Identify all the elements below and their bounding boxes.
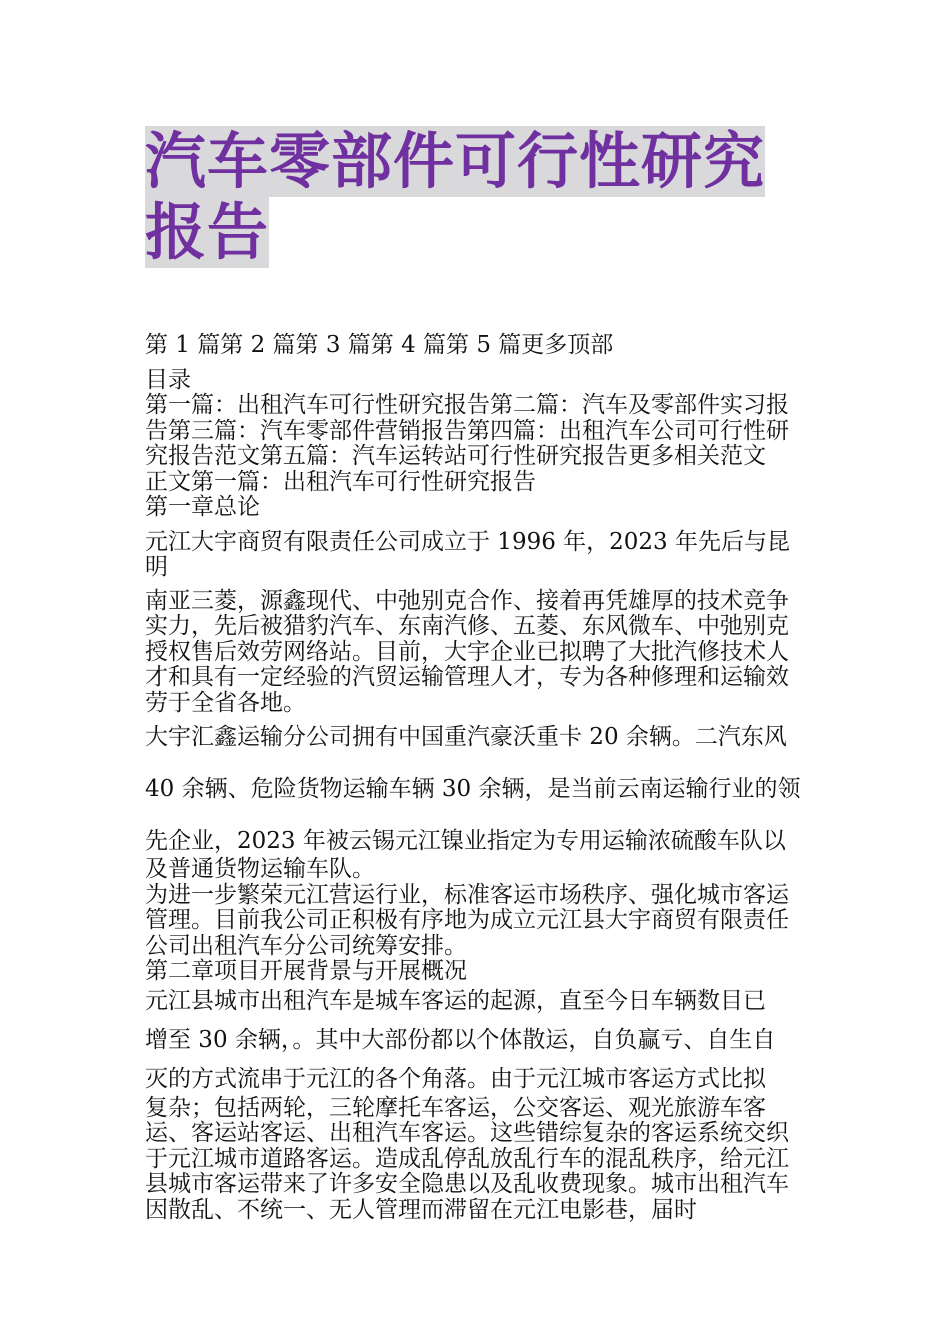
paragraph-4-line-3: 灭的方式流串于元江的各个角落。由于元江城市客运方式比拟 — [145, 1065, 766, 1092]
chapter-2-heading: 第二章项目开展背景与开展概况 — [145, 958, 467, 984]
paragraph-2-body: 及普通货物运输车队。 — [145, 856, 375, 882]
paragraph-1-body: 南亚三菱，源鑫现代、中弛别克合作、接着再凭雄厚的技术竞争实力，先后被猎豹汽车、东南汽修、五菱、东风微车、中弛别克授权售后效劳网络站。目前，大宇企业已拟聘了大批汽修技术人才和具有一定经验的汽贸运输管理人才，专为各种修理和运输效劳于全省各地。 — [145, 587, 789, 716]
paragraph-4-line-2: 增至 30 余辆，。其中大部份都以个体散运，自负赢亏、自生自 — [145, 1026, 776, 1053]
article-nav-links[interactable]: 第 1 篇第 2 篇第 3 篇第 4 篇第 5 篇更多顶部 — [145, 332, 614, 358]
paragraph-4-body: 复杂；包括两轮，三轮摩托车客运，公交客运、观光旅游车客运、客运站客运、出租汽车客运。这些错综复杂的客运系统交织于元江城市道路客运。造成乱停乱放乱行车的混乱秩序，给元江县城市客运带来了许多安全隐患以及乱收费现象。城市出租汽车因散乱、不统一、无人管理而滞留在元江电影巷，届时 — [145, 1094, 789, 1223]
toc-list[interactable]: 第一篇：出租汽车可行性研究报告第二篇：汽车及零部件实习报告第三篇：汽车零部件营销报告第四篇：出租汽车公司可行性研究报告范文第五篇：汽车运转站可行性研究报告更多相关范文 — [145, 392, 789, 469]
paragraph-2-line-3: 先企业，2023 年被云锡元江镍业指定为专用运输浓硫酸车队以 — [145, 828, 786, 854]
paragraph-4-line-1: 元江县城市出租汽车是城车客运的起源，直至今日车辆数目已 — [145, 987, 766, 1014]
chapter-1-heading: 第一章总论 — [145, 494, 260, 520]
paragraph-2-line-1: 大宇汇鑫运输分公司拥有中国重汽豪沃重卡 20 余辆。二汽东风 — [145, 724, 787, 750]
paragraph-3: 为进一步繁荣元江营运行业，标准客运市场秩序、强化城市客运管理。目前我公司正积极有序地为成立元江县大宇商贸有限责任公司出租汽车分公司统筹安排。 — [145, 881, 789, 959]
paragraph-2-line-2: 40 余辆、危险货物运输车辆 30 余辆，是当前云南运输行业的领 — [145, 776, 801, 802]
title-text: 汽车零部件可行性研究报告 — [145, 126, 766, 268]
paragraph-1-line-1: 元江大宇商贸有限责任公司成立于 1996 年，2023 年先后与昆明 — [145, 528, 790, 580]
toc-heading: 目录 — [145, 366, 191, 393]
document-title — [145, 126, 810, 268]
main-heading: 正文第一篇：出租汽车可行性研究报告 — [145, 468, 536, 495]
document-body — [145, 333, 807, 1223]
